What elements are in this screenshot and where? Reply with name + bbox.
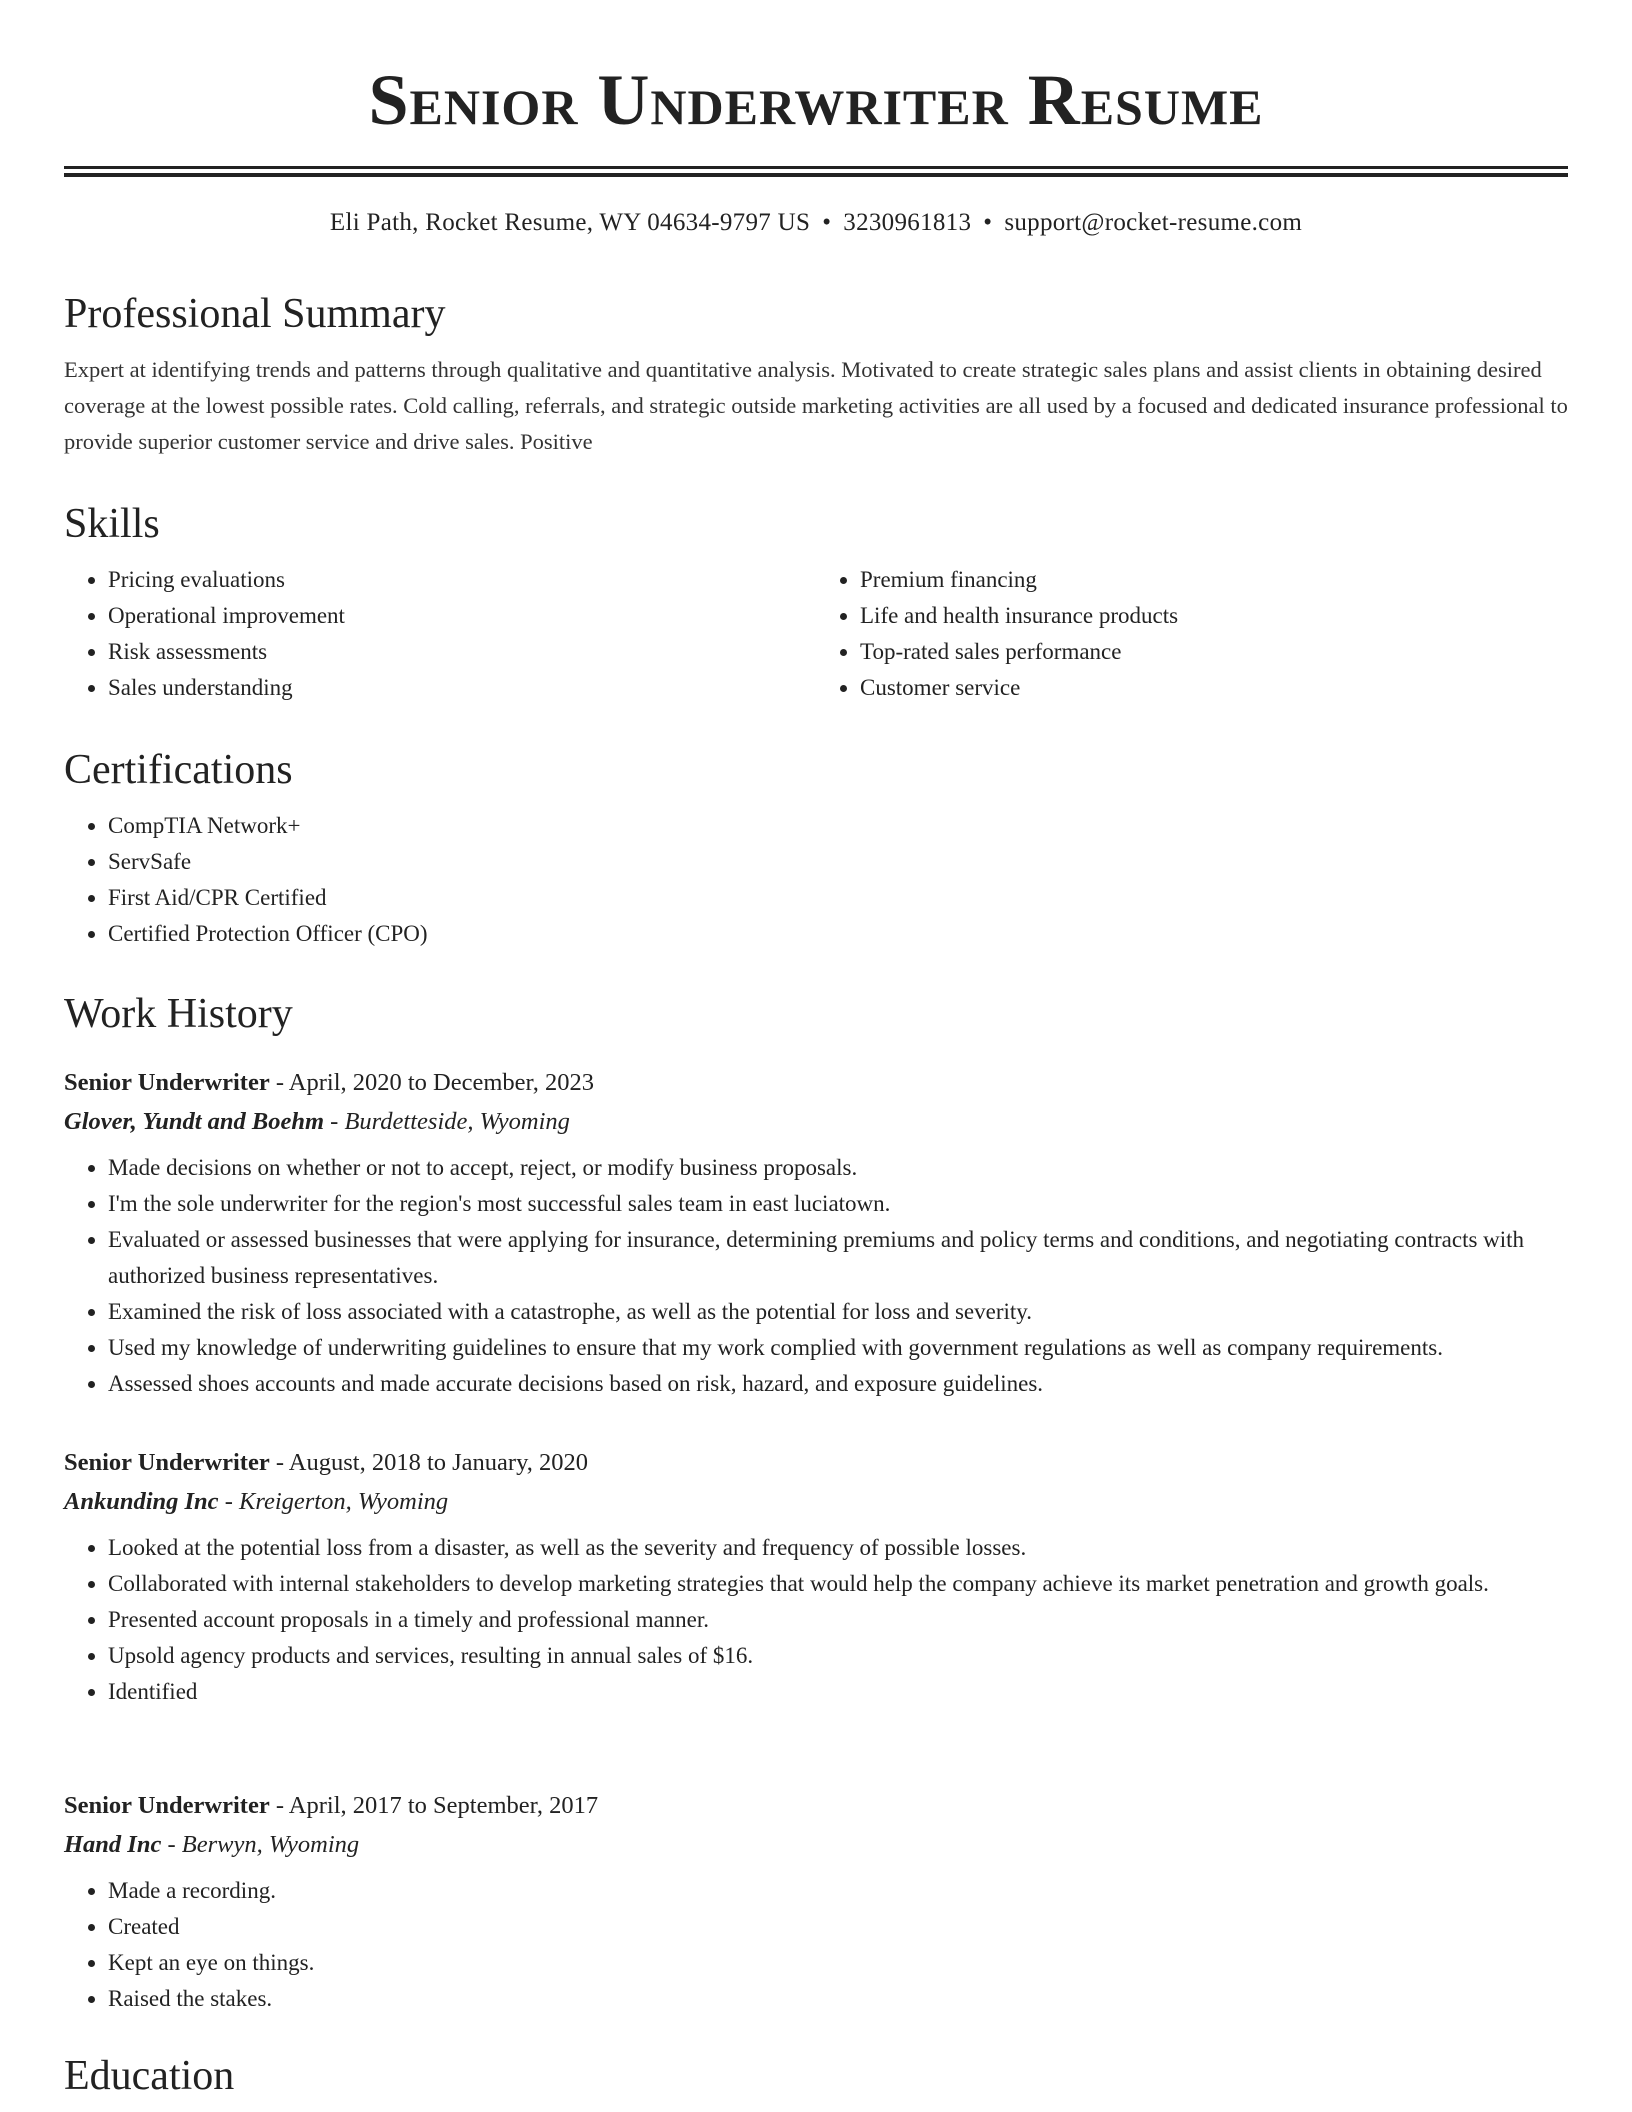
skill-item: • Premium financing bbox=[860, 562, 1568, 598]
certifications-section bbox=[64, 742, 1568, 952]
contact-address: Eli Path, Rocket Resume, WY 04634-9797 US bbox=[329, 209, 811, 236]
job-entry bbox=[64, 1444, 1568, 1710]
certification-item: • First Aid/CPR Certified bbox=[108, 880, 1568, 916]
skills-grid bbox=[64, 562, 1568, 706]
job-dates: August, 2018 to January, 2020 bbox=[288, 1449, 588, 1476]
job-duty: • Assessed shoes accounts and made accurate decisions based on risk, hazard, and exposure guidelines. bbox=[108, 1366, 1568, 1402]
job-company: Hand Inc bbox=[64, 1831, 162, 1858]
job-duty: • Created bbox=[108, 1909, 1568, 1945]
job-duties-list bbox=[64, 1150, 1568, 1402]
certifications-list bbox=[64, 808, 1568, 952]
job-entry bbox=[64, 1064, 1568, 1402]
title-divider bbox=[64, 166, 1568, 177]
job-duty: • Made decisions on whether or not to accept, reject, or modify business proposals. bbox=[108, 1150, 1568, 1186]
job-title: Senior Underwriter bbox=[64, 1449, 270, 1476]
job-company: Glover, Yundt and Boehm bbox=[64, 1108, 325, 1135]
certifications-heading: Certifications bbox=[64, 747, 293, 793]
skill-item: • Customer service bbox=[860, 670, 1568, 706]
skills-heading: Skills bbox=[64, 501, 160, 547]
job-dash: - bbox=[269, 1449, 289, 1476]
summary-text: Expert at identifying trends and patterns through qualitative and quantitative analysis. Motivated to create strategic sales plans and assist clients in obtaining desired coverage at the lowest possible rates. Cold calling, referrals, and strategic outside marketing activities are all used by a focused and dedicated insurance professional to provide superior customer service and drive sales. Positive bbox=[64, 357, 1568, 454]
skills-list-left bbox=[64, 562, 816, 706]
skill-item: • Life and health insurance products bbox=[860, 598, 1568, 634]
certification-item: • CompTIA Network+ bbox=[108, 808, 1568, 844]
skill-item: • Sales understanding bbox=[108, 670, 816, 706]
job-title: Senior Underwriter bbox=[64, 1792, 270, 1819]
contact-email[interactable]: support@rocket-resume.com bbox=[1004, 209, 1303, 236]
job-dates: April, 2020 to December, 2023 bbox=[288, 1069, 594, 1096]
job-company: Ankunding Inc bbox=[64, 1488, 219, 1515]
job-header bbox=[64, 1064, 1568, 1102]
skill-item: • Risk assessments bbox=[108, 634, 816, 670]
contact-line bbox=[64, 207, 1568, 239]
job-duty: • Used my knowledge of underwriting guidelines to ensure that my work complied with government regulations as well as company requirements. bbox=[108, 1330, 1568, 1366]
job-location: Berwyn, Wyoming bbox=[181, 1831, 360, 1858]
job-duty: • I'm the sole underwriter for the region's most successful sales team in east luciatown. bbox=[108, 1186, 1568, 1222]
job-dates: April, 2017 to September, 2017 bbox=[288, 1792, 599, 1819]
skill-item: • Pricing evaluations bbox=[108, 562, 816, 598]
job-duty: • Evaluated or assessed businesses that were applying for insurance, determining premiums and policy terms and conditions, and negotiating contracts with authorized business representatives. bbox=[108, 1222, 1568, 1294]
skills-list-right bbox=[816, 562, 1568, 706]
certification-item: • ServSafe bbox=[108, 844, 1568, 880]
job-duty: • Identified bbox=[108, 1674, 1568, 1710]
contact-separator: • bbox=[822, 209, 832, 236]
job-dash: - bbox=[218, 1488, 239, 1515]
job-duty: • Made a recording. bbox=[108, 1873, 1568, 1909]
job-dash: - bbox=[324, 1108, 345, 1135]
job-duties-list bbox=[64, 1873, 1568, 2017]
job-duty: • Examined the risk of loss associated with a catastrophe, as well as the potential for loss and severity. bbox=[108, 1294, 1568, 1330]
education-heading: Education bbox=[64, 2053, 235, 2099]
summary-heading: Professional Summary bbox=[64, 291, 446, 337]
contact-separator: • bbox=[983, 209, 993, 236]
contact-phone: 3230961813 bbox=[843, 209, 972, 236]
job-title: Senior Underwriter bbox=[64, 1069, 270, 1096]
job-location: Kreigerton, Wyoming bbox=[238, 1488, 449, 1515]
resume-page bbox=[64, 0, 1568, 2099]
job-dash: - bbox=[269, 1069, 289, 1096]
job-dash: - bbox=[161, 1831, 182, 1858]
summary-section bbox=[64, 286, 1568, 460]
job-duty: • Upsold agency products and services, resulting in annual sales of $16. bbox=[108, 1638, 1568, 1674]
skill-item: • Top-rated sales performance bbox=[860, 634, 1568, 670]
skills-section bbox=[64, 496, 1568, 706]
certification-item: • Certified Protection Officer (CPO) bbox=[108, 916, 1568, 952]
job-header bbox=[64, 1444, 1568, 1482]
job-duties-list bbox=[64, 1530, 1568, 1710]
skill-item: • Operational improvement bbox=[108, 598, 816, 634]
job-header bbox=[64, 1787, 1568, 1825]
job-duty: • Raised the stakes. bbox=[108, 1981, 1568, 2017]
job-company-line bbox=[64, 1825, 1568, 1865]
work-section bbox=[64, 986, 1568, 1042]
job-location: Burdetteside, Wyoming bbox=[344, 1108, 570, 1135]
resume-title: Senior Underwriter Resume bbox=[368, 60, 1264, 140]
job-entry bbox=[64, 1787, 1568, 2017]
job-dash: - bbox=[269, 1792, 289, 1819]
job-duty: • Collaborated with internal stakeholders to develop marketing strategies that would help the company achieve its market penetration and growth goals. bbox=[108, 1566, 1568, 1602]
job-company-line bbox=[64, 1102, 1568, 1142]
education-section bbox=[64, 2048, 1568, 2104]
job-duty: • Looked at the potential loss from a disaster, as well as the severity and frequency of possible losses. bbox=[108, 1530, 1568, 1566]
job-duty: • Kept an eye on things. bbox=[108, 1945, 1568, 1981]
work-heading: Work History bbox=[64, 991, 293, 1037]
job-duty: • Presented account proposals in a timely and professional manner. bbox=[108, 1602, 1568, 1638]
job-company-line bbox=[64, 1482, 1568, 1522]
